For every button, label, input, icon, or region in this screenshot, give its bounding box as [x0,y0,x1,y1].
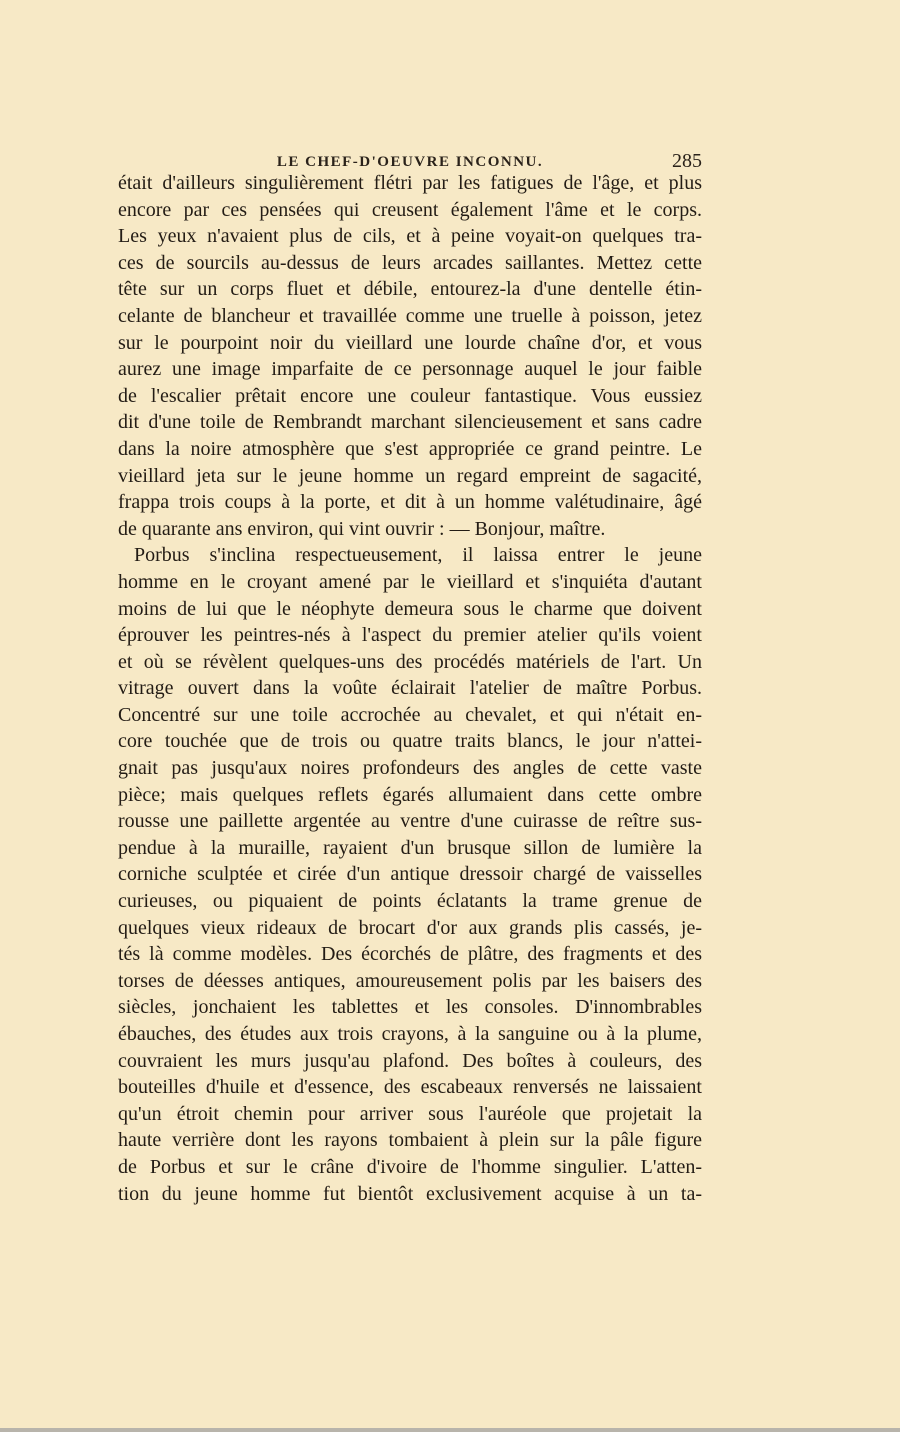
text-line: aurez une image imparfaite de ce personnage auquel le jour faible [118,358,702,381]
text-line: celante de blancheur et travaillée comme une truelle à poisson, jetez [118,304,702,327]
text-line: dans la noire atmosphère que s'est appropriée ce grand peintre. Le [118,437,702,460]
text-line: tête sur un corps fluet et débile, entourez-la d'une dentelle étin- [118,278,702,301]
text-line: était d'ailleurs singulièrement flétri par les fatigues de l'âge, et plus [118,172,702,194]
text-line: qu'un étroit chemin pour arriver sous l'auréole que projetait la [118,1102,702,1125]
text-line: curieuses, ou piquaient de points éclatants la trame grenue de [118,890,702,913]
text-line: et où se révèlent quelques-uns des procédés matériels de l'art. Un [118,650,702,673]
text-line: ces de sourcils au-dessus de leurs arcades saillantes. Mettez cette [118,251,702,274]
text-line: corniche sculptée et cirée d'un antique dressoir chargé de vaisselles [118,863,702,886]
text-line: siècles, jonchaient les tablettes et les consoles. D'innombrables [118,996,702,1019]
running-title: LE CHEF-D'OEUVRE INCONNU. [276,154,544,170]
text-line: rousse une paillette argentée au ventre d'une cuirasse de reître sus- [118,810,702,833]
text-line: Porbus s'inclina respectueusement, il laissa entrer le jeune [134,544,702,567]
text-line: haute verrière dont les rayons tombaient à plein sur la pâle figure [118,1129,702,1152]
text-line: torses de déesses antiques, amoureusement polis par les baisers des [118,969,702,992]
text-line: de quarante ans environ, qui vint ouvrir : — Bonjour, maître. [118,517,606,540]
text-line: Les yeux n'avaient plus de cils, et à peine voyait-on quelques tra- [118,225,702,248]
text-line: core touchée que de trois ou quatre traits blancs, le jour n'attei- [118,730,702,753]
text-line: éprouver les peintres-nés à l'aspect du premier atelier qu'ils voient [118,624,702,647]
text-line: moins de lui que le néophyte demeura sous le charme que doivent [118,597,702,620]
text-line: tion du jeune homme fut bientôt exclusivement acquise à un ta- [118,1182,702,1205]
text-line: de l'escalier prêtait encore une couleur fantastique. Vous eussiez [118,384,702,407]
text-line: vitrage ouvert dans la voûte éclairait l'atelier de maître Porbus. [118,677,702,700]
text-line: dit d'une toile de Rembrandt marchant silencieusement et sans cadre [118,411,702,434]
text-line: pièce; mais quelques reflets égarés allumaient dans cette ombre [118,783,702,806]
text-line: homme en le croyant amené par le vieillard et s'inquiéta d'autant [118,570,702,593]
scan-edge [0,1428,900,1432]
text-line: couvraient les murs jusqu'au plafond. Des boîtes à couleurs, des [118,1049,702,1072]
text-line: pendue à la muraille, rayaient d'un brusque sillon de lumière la [118,836,702,859]
text-line: Concentré sur une toile accrochée au chevalet, et qui n'était en- [118,703,702,726]
text-line: frappa trois coups à la porte, et dit à un homme valétudinaire, âgé [118,491,702,514]
page-number: 285 [672,150,702,172]
text-line: vieillard jeta sur le jeune homme un regard empreint de sagacité, [118,464,702,487]
text-line: encore par ces pensées qui creusent également l'âme et le corps. [118,198,702,221]
text-line: quelques vieux rideaux de brocart d'or aux grands plis cassés, je- [118,916,702,939]
text-line: tés là comme modèles. Des écorchés de plâtre, des fragments et des [118,943,702,966]
text-line: sur le pourpoint noir du vieillard une lourde chaîne d'or, et vous [118,331,702,354]
body-text [118,170,702,1207]
text-line: gnait pas jusqu'aux noires profondeurs des angles de cette vaste [118,757,702,780]
text-line: de Porbus et sur le crâne d'ivoire de l'homme singulier. L'atten- [118,1155,702,1178]
text-line: ébauches, des études aux trois crayons, à la sanguine ou à la plume, [118,1023,702,1045]
text-line: bouteilles d'huile et d'essence, des escabeaux renversés ne laissaient [118,1076,702,1099]
